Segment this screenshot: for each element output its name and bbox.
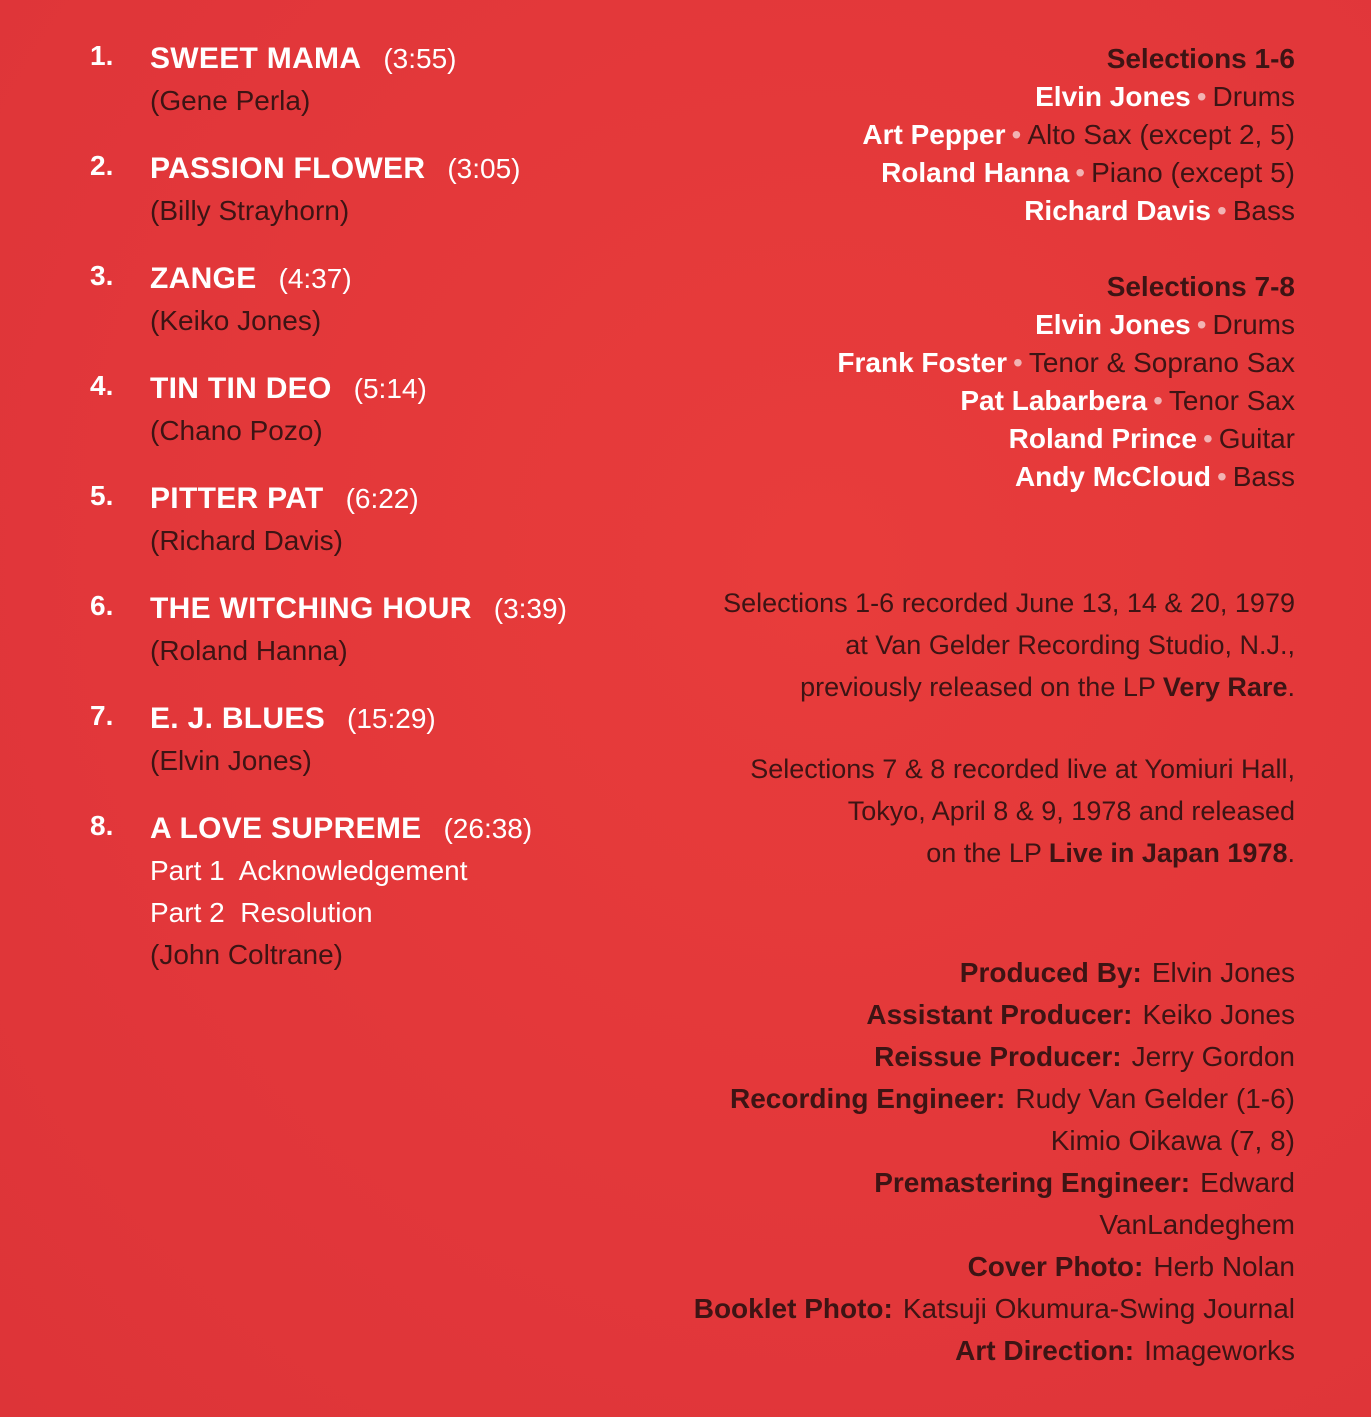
notes-line: Selections 7 & 8 recorded live at Yomiuri Hall, bbox=[750, 754, 1295, 784]
credit-value: Katsuji Okumura-Swing Journal bbox=[902, 1293, 1295, 1324]
track-number: 5. bbox=[90, 480, 114, 511]
player-name: Pat Labarbera bbox=[960, 385, 1148, 416]
track-item bbox=[90, 38, 650, 122]
recording-notes-2 bbox=[615, 748, 1295, 874]
notes-line: at Van Gelder Recording Studio, N.J., bbox=[845, 630, 1295, 660]
player-line bbox=[615, 154, 1295, 192]
bullet-icon: • bbox=[1216, 461, 1227, 492]
credit-value: Elvin Jones bbox=[1151, 957, 1295, 988]
credit-label: Booklet Photo: bbox=[693, 1293, 893, 1324]
track-duration: (3:55) bbox=[383, 43, 457, 74]
track-item bbox=[90, 368, 650, 452]
player-instrument: Tenor Sax bbox=[1168, 385, 1295, 416]
track-part: Part 1 Acknowledgement bbox=[150, 855, 468, 886]
credit-line bbox=[615, 1120, 1295, 1162]
player-line bbox=[615, 192, 1295, 230]
lp-title: Very Rare bbox=[1162, 672, 1288, 702]
notes-line: Tokyo, April 8 & 9, 1978 and released bbox=[847, 796, 1295, 826]
player-instrument: Bass bbox=[1232, 461, 1295, 492]
track-composer: (Elvin Jones) bbox=[150, 745, 312, 776]
track-item bbox=[90, 808, 650, 976]
credit-line bbox=[615, 1330, 1295, 1372]
notes-line: on the LP Live in Japan 1978. bbox=[926, 838, 1295, 868]
player-name: Richard Davis bbox=[1024, 195, 1211, 226]
bullet-icon: • bbox=[1196, 81, 1207, 112]
track-duration: (4:37) bbox=[278, 263, 352, 294]
player-name: Roland Hanna bbox=[881, 157, 1070, 188]
track-composer: (Richard Davis) bbox=[150, 525, 343, 556]
credit-value: Herb Nolan bbox=[1153, 1251, 1295, 1282]
credit-value: Keiko Jones bbox=[1142, 999, 1295, 1030]
credit-label: Reissue Producer: bbox=[874, 1041, 1122, 1072]
track-title: ZANGE bbox=[150, 262, 257, 295]
player-instrument: Alto Sax (except 2, 5) bbox=[1027, 119, 1295, 150]
credit-line bbox=[615, 1078, 1295, 1120]
player-instrument: Bass bbox=[1232, 195, 1295, 226]
player-instrument: Drums bbox=[1212, 81, 1295, 112]
bullet-icon: • bbox=[1196, 309, 1207, 340]
track-title: TIN TIN DEO bbox=[150, 372, 332, 405]
track-composer: (Gene Perla) bbox=[150, 85, 311, 116]
track-number: 2. bbox=[90, 150, 114, 181]
track-number: 4. bbox=[90, 370, 114, 401]
track-title: SWEET MAMA bbox=[150, 42, 362, 75]
player-line bbox=[615, 78, 1295, 116]
credit-value: Jerry Gordon bbox=[1131, 1041, 1295, 1072]
credit-label: Assistant Producer: bbox=[866, 999, 1133, 1030]
credit-value: Imageworks bbox=[1144, 1335, 1295, 1366]
player-instrument: Guitar bbox=[1218, 423, 1295, 454]
player-line bbox=[615, 420, 1295, 458]
credit-line bbox=[615, 1246, 1295, 1288]
player-instrument: Piano (except 5) bbox=[1091, 157, 1295, 188]
notes-line: previously released on the LP Very Rare. bbox=[800, 672, 1295, 702]
credit-line bbox=[615, 1162, 1295, 1204]
player-name: Andy McCloud bbox=[1014, 461, 1211, 492]
credit-value: Edward bbox=[1200, 1167, 1295, 1198]
track-title: E. J. BLUES bbox=[150, 702, 326, 735]
track-duration: (3:39) bbox=[493, 593, 567, 624]
track-list bbox=[90, 38, 650, 1002]
credit-label: Premastering Engineer: bbox=[874, 1167, 1191, 1198]
track-composer: (John Coltrane) bbox=[150, 939, 343, 970]
player-line bbox=[615, 116, 1295, 154]
notes-line: Selections 1-6 recorded June 13, 14 & 20, 1979 bbox=[723, 588, 1295, 618]
player-name: Roland Prince bbox=[1008, 423, 1197, 454]
recording-notes-1 bbox=[615, 582, 1295, 708]
selections-heading: Selections 1-6 bbox=[1106, 43, 1295, 74]
track-number: 6. bbox=[90, 590, 114, 621]
player-line bbox=[615, 344, 1295, 382]
player-line bbox=[615, 382, 1295, 420]
credit-label: Produced By: bbox=[959, 957, 1142, 988]
player-line bbox=[615, 458, 1295, 496]
bullet-icon: • bbox=[1216, 195, 1227, 226]
player-name: Elvin Jones bbox=[1035, 309, 1191, 340]
credit-line bbox=[615, 952, 1295, 994]
track-duration: (26:38) bbox=[443, 813, 533, 844]
track-item bbox=[90, 258, 650, 342]
track-title: THE WITCHING HOUR bbox=[150, 592, 472, 625]
player-instrument: Drums bbox=[1212, 309, 1295, 340]
credit-line bbox=[615, 1036, 1295, 1078]
credit-line bbox=[615, 1288, 1295, 1330]
credit-line bbox=[615, 994, 1295, 1036]
bullet-icon: • bbox=[1011, 119, 1022, 150]
track-duration: (5:14) bbox=[353, 373, 427, 404]
track-duration: (3:05) bbox=[447, 153, 521, 184]
track-composer: (Billy Strayhorn) bbox=[150, 195, 350, 226]
track-composer: (Keiko Jones) bbox=[150, 305, 322, 336]
bullet-icon: • bbox=[1202, 423, 1213, 454]
track-number: 8. bbox=[90, 810, 114, 841]
credit-value: Rudy Van Gelder (1-6) bbox=[1015, 1083, 1295, 1114]
credit-label: Cover Photo: bbox=[967, 1251, 1144, 1282]
track-item bbox=[90, 148, 650, 232]
track-title: PASSION FLOWER bbox=[150, 152, 426, 185]
track-title: PITTER PAT bbox=[150, 482, 324, 515]
player-line bbox=[615, 306, 1295, 344]
track-duration: (6:22) bbox=[345, 483, 419, 514]
credit-label: Recording Engineer: bbox=[730, 1083, 1006, 1114]
track-number: 3. bbox=[90, 260, 114, 291]
personnel-and-credits bbox=[615, 40, 1295, 1372]
lp-title: Live in Japan 1978 bbox=[1048, 838, 1288, 868]
bullet-icon: • bbox=[1153, 385, 1163, 416]
track-duration: (15:29) bbox=[347, 703, 436, 734]
credit-value: Kimio Oikawa (7, 8) bbox=[1050, 1125, 1295, 1156]
bullet-icon: • bbox=[1013, 347, 1023, 378]
track-title: A LOVE SUPREME bbox=[150, 812, 422, 845]
track-composer: (Chano Pozo) bbox=[150, 415, 323, 446]
credit-line bbox=[615, 1204, 1295, 1246]
bullet-icon: • bbox=[1075, 157, 1086, 188]
player-instrument: Tenor & Soprano Sax bbox=[1028, 347, 1295, 378]
track-composer: (Roland Hanna) bbox=[150, 635, 348, 666]
track-number: 1. bbox=[90, 40, 114, 71]
track-number: 7. bbox=[90, 700, 114, 731]
track-item bbox=[90, 698, 650, 782]
credit-label: Art Direction: bbox=[955, 1335, 1135, 1366]
production-credits bbox=[615, 952, 1295, 1372]
track-part: Part 2 Resolution bbox=[150, 897, 373, 928]
player-name: Art Pepper bbox=[862, 119, 1006, 150]
credit-value: VanLandeghem bbox=[1099, 1209, 1295, 1240]
track-item bbox=[90, 478, 650, 562]
player-name: Elvin Jones bbox=[1035, 81, 1191, 112]
track-item bbox=[90, 588, 650, 672]
selections-heading: Selections 7-8 bbox=[1106, 271, 1295, 302]
player-name: Frank Foster bbox=[837, 347, 1008, 378]
